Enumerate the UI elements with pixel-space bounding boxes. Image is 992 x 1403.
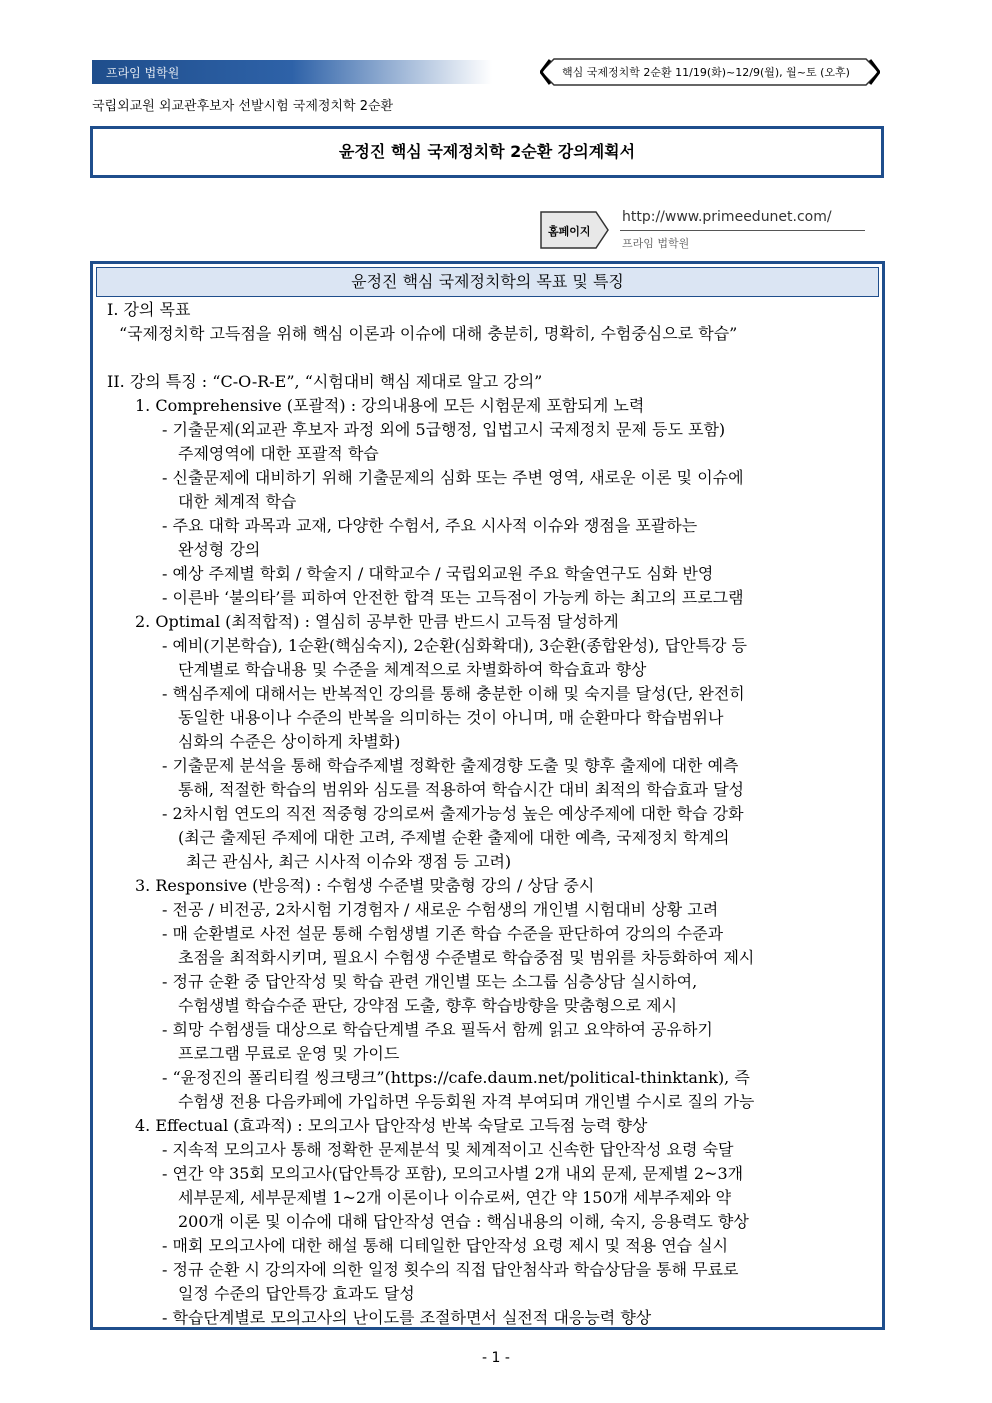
text-line: - 전공 / 비전공, 2차시험 기경험자 / 새로운 수험생의 개인별 시험대비 상황 고려 (162, 900, 719, 919)
content-box-title: 윤정진 핵심 국제정치학의 목표 및 특징 (96, 267, 879, 297)
text-line: 대한 체계적 학습 (178, 492, 297, 511)
homepage-badge-label: 홈페이지 (548, 225, 591, 238)
homepage-url[interactable]: http://www.primeedunet.com/ (622, 209, 832, 225)
text-line: - 정규 순환 시 강의자에 의한 일정 횟수의 직접 답안첨삭과 학습상담을 통해 무료로 (162, 1260, 739, 1279)
text-line: 심화의 수준은 상이하게 차별화) (178, 732, 401, 751)
text-line: - 예비(기본학습), 1순환(핵심숙지), 2순환(심화확대), 3순환(종합완성), 답안특강 등 (162, 636, 747, 655)
homepage-divider (620, 230, 865, 231)
text-line: - 주요 대학 과목과 교재, 다양한 수험서, 주요 시사적 이슈와 쟁점을 포괄하는 (162, 516, 698, 535)
text-line: 4. Effectual (효과적) : 모의고사 답안작성 반복 숙달로 고득점 능력 향상 (135, 1116, 648, 1135)
brand-bar (92, 60, 492, 84)
text-line: - 기출문제 분석을 통해 학습주제별 정확한 출제경향 도출 및 향후 출제에 대한 예측 (162, 756, 739, 775)
text-line: - 연간 약 35회 모의고사(답안특강 포함), 모의고사별 2개 내외 문제, 문제별 2~3개 (162, 1164, 744, 1183)
brand-label: 프라임 법학원 (106, 66, 180, 80)
text-line: 일정 수준의 답안특강 효과도 달성 (178, 1284, 415, 1303)
text-line: 세부문제, 세부문제별 1~2개 이론이나 이슈로써, 연간 약 150개 세부주제와 약 (178, 1188, 732, 1207)
text-line: (최근 출제된 주제에 대한 고려, 주제별 순환 출제에 대한 예측, 국제정치 학계의 (178, 828, 730, 847)
text-line: 최근 관심사, 최근 시사적 이슈와 쟁점 등 고려) (186, 852, 512, 871)
page-title: 윤정진 핵심 국제정치학 2순환 강의계획서 (338, 142, 636, 161)
text-line: - 정규 순환 중 답안작성 및 학습 관련 개인별 또는 소그룹 심층상담 실시하여, (162, 972, 698, 991)
text-line: 통해, 적절한 학습의 범위와 심도를 적용하여 학습시간 대비 최적의 학습효과 달성 (178, 780, 744, 799)
text-line: - 지속적 모의고사 통해 정확한 문제분석 및 체계적이고 신속한 답안작성 요령 숙달 (162, 1140, 734, 1159)
text-line: 프로그램 무료로 운영 및 가이드 (178, 1044, 400, 1063)
text-line: - “윤정진의 폴리티컬 씽크탱크”(https://cafe.daum.net/political-thinktank), 즉 (162, 1068, 750, 1087)
page-number: - 1 - (482, 1350, 510, 1366)
title-box (90, 126, 884, 178)
text-line: 완성형 강의 (178, 540, 261, 559)
homepage-badge (540, 211, 606, 249)
text-line: - 이른바 ‘불의타’를 피하여 안전한 합격 또는 고득점이 가능케 하는 최고의 프로그램 (162, 588, 744, 607)
text-line: II. 강의 특징 : “C-O-R-E”, “시험대비 핵심 제대로 알고 강의” (107, 372, 543, 391)
text-line: 수험생 전용 다음카페에 가입하면 우등회원 자격 부여되며 개인별 수시로 질의 가능 (178, 1092, 755, 1111)
text-line: I. 강의 목표 (107, 300, 191, 319)
text-line: 주제영역에 대한 포괄적 학습 (178, 444, 379, 463)
text-line: - 2차시험 연도의 직전 적중형 강의로써 출제가능성 높은 예상주제에 대한 학습 강화 (162, 804, 744, 823)
schedule-banner (540, 58, 880, 86)
text-line: - 기출문제(외교관 후보자 과정 외에 5급행정, 입법고시 국제정치 문제 등도 포함) (162, 420, 726, 439)
text-line: - 희망 수험생들 대상으로 학습단계별 주요 필독서 함께 읽고 요약하여 공유하기 (162, 1020, 713, 1039)
text-line: 수험생별 학습수준 판단, 강약점 도출, 향후 학습방향을 맞춤형으로 제시 (178, 996, 678, 1015)
text-line: “국제정치학 고득점을 위해 핵심 이론과 이슈에 대해 충분히, 명확히, 수험중심으로 학습” (119, 324, 738, 343)
text-line: 단계별로 학습내용 및 수준을 체계적으로 차별화하여 학습효과 향상 (178, 660, 647, 679)
homepage-name: 프라임 법학원 (622, 237, 690, 250)
exam-subject: 국립외교원 외교관후보자 선발시험 국제정치학 2순환 (92, 99, 394, 114)
text-line: 3. Responsive (반응적) : 수험생 수준별 맞춤형 강의 / 상담 중시 (135, 876, 595, 895)
text-line: - 핵심주제에 대해서는 반복적인 강의를 통해 충분한 이해 및 숙지를 달성(단, 완전히 (162, 684, 745, 703)
schedule-text: 핵심 국제정치학 2순환 11/19(화)~12/9(월), 월~토 (오후) (562, 66, 850, 79)
text-line: - 신출문제에 대비하기 위해 기출문제의 심화 또는 주변 영역, 새로운 이론 및 이슈에 (162, 468, 744, 487)
text-line: - 매 순환별로 사전 설문 통해 수험생별 기존 학습 수준을 판단하여 강의의 수준과 (162, 924, 724, 943)
text-line: - 학습단계별로 모의고사의 난이도를 조절하면서 실전적 대응능력 향상 (162, 1308, 652, 1327)
text-line: 1. Comprehensive (포괄적) : 강의내용에 모든 시험문제 포함되게 노력 (135, 396, 645, 415)
text-line: 2. Optimal (최적합적) : 열심히 공부한 만큼 반드시 고득점 달성하게 (135, 612, 619, 631)
text-line: - 매회 모의고사에 대한 해설 통해 디테일한 답안작성 요령 제시 및 적용 연습 실시 (162, 1236, 729, 1255)
text-line: 초점을 최적화시키며, 필요시 수험생 수준별로 학습중점 및 범위를 차등화하여 제시 (178, 948, 755, 967)
text-line: 200개 이론 및 이슈에 대해 답안작성 연습 : 핵심내용의 이해, 숙지, 응용력도 향상 (178, 1212, 749, 1231)
text-line: 동일한 내용이나 수준의 반복을 의미하는 것이 아니며, 매 순환마다 학습범위나 (178, 708, 724, 727)
text-line: - 예상 주제별 학회 / 학술지 / 대학교수 / 국립외교원 주요 학술연구도 심화 반영 (162, 564, 714, 583)
